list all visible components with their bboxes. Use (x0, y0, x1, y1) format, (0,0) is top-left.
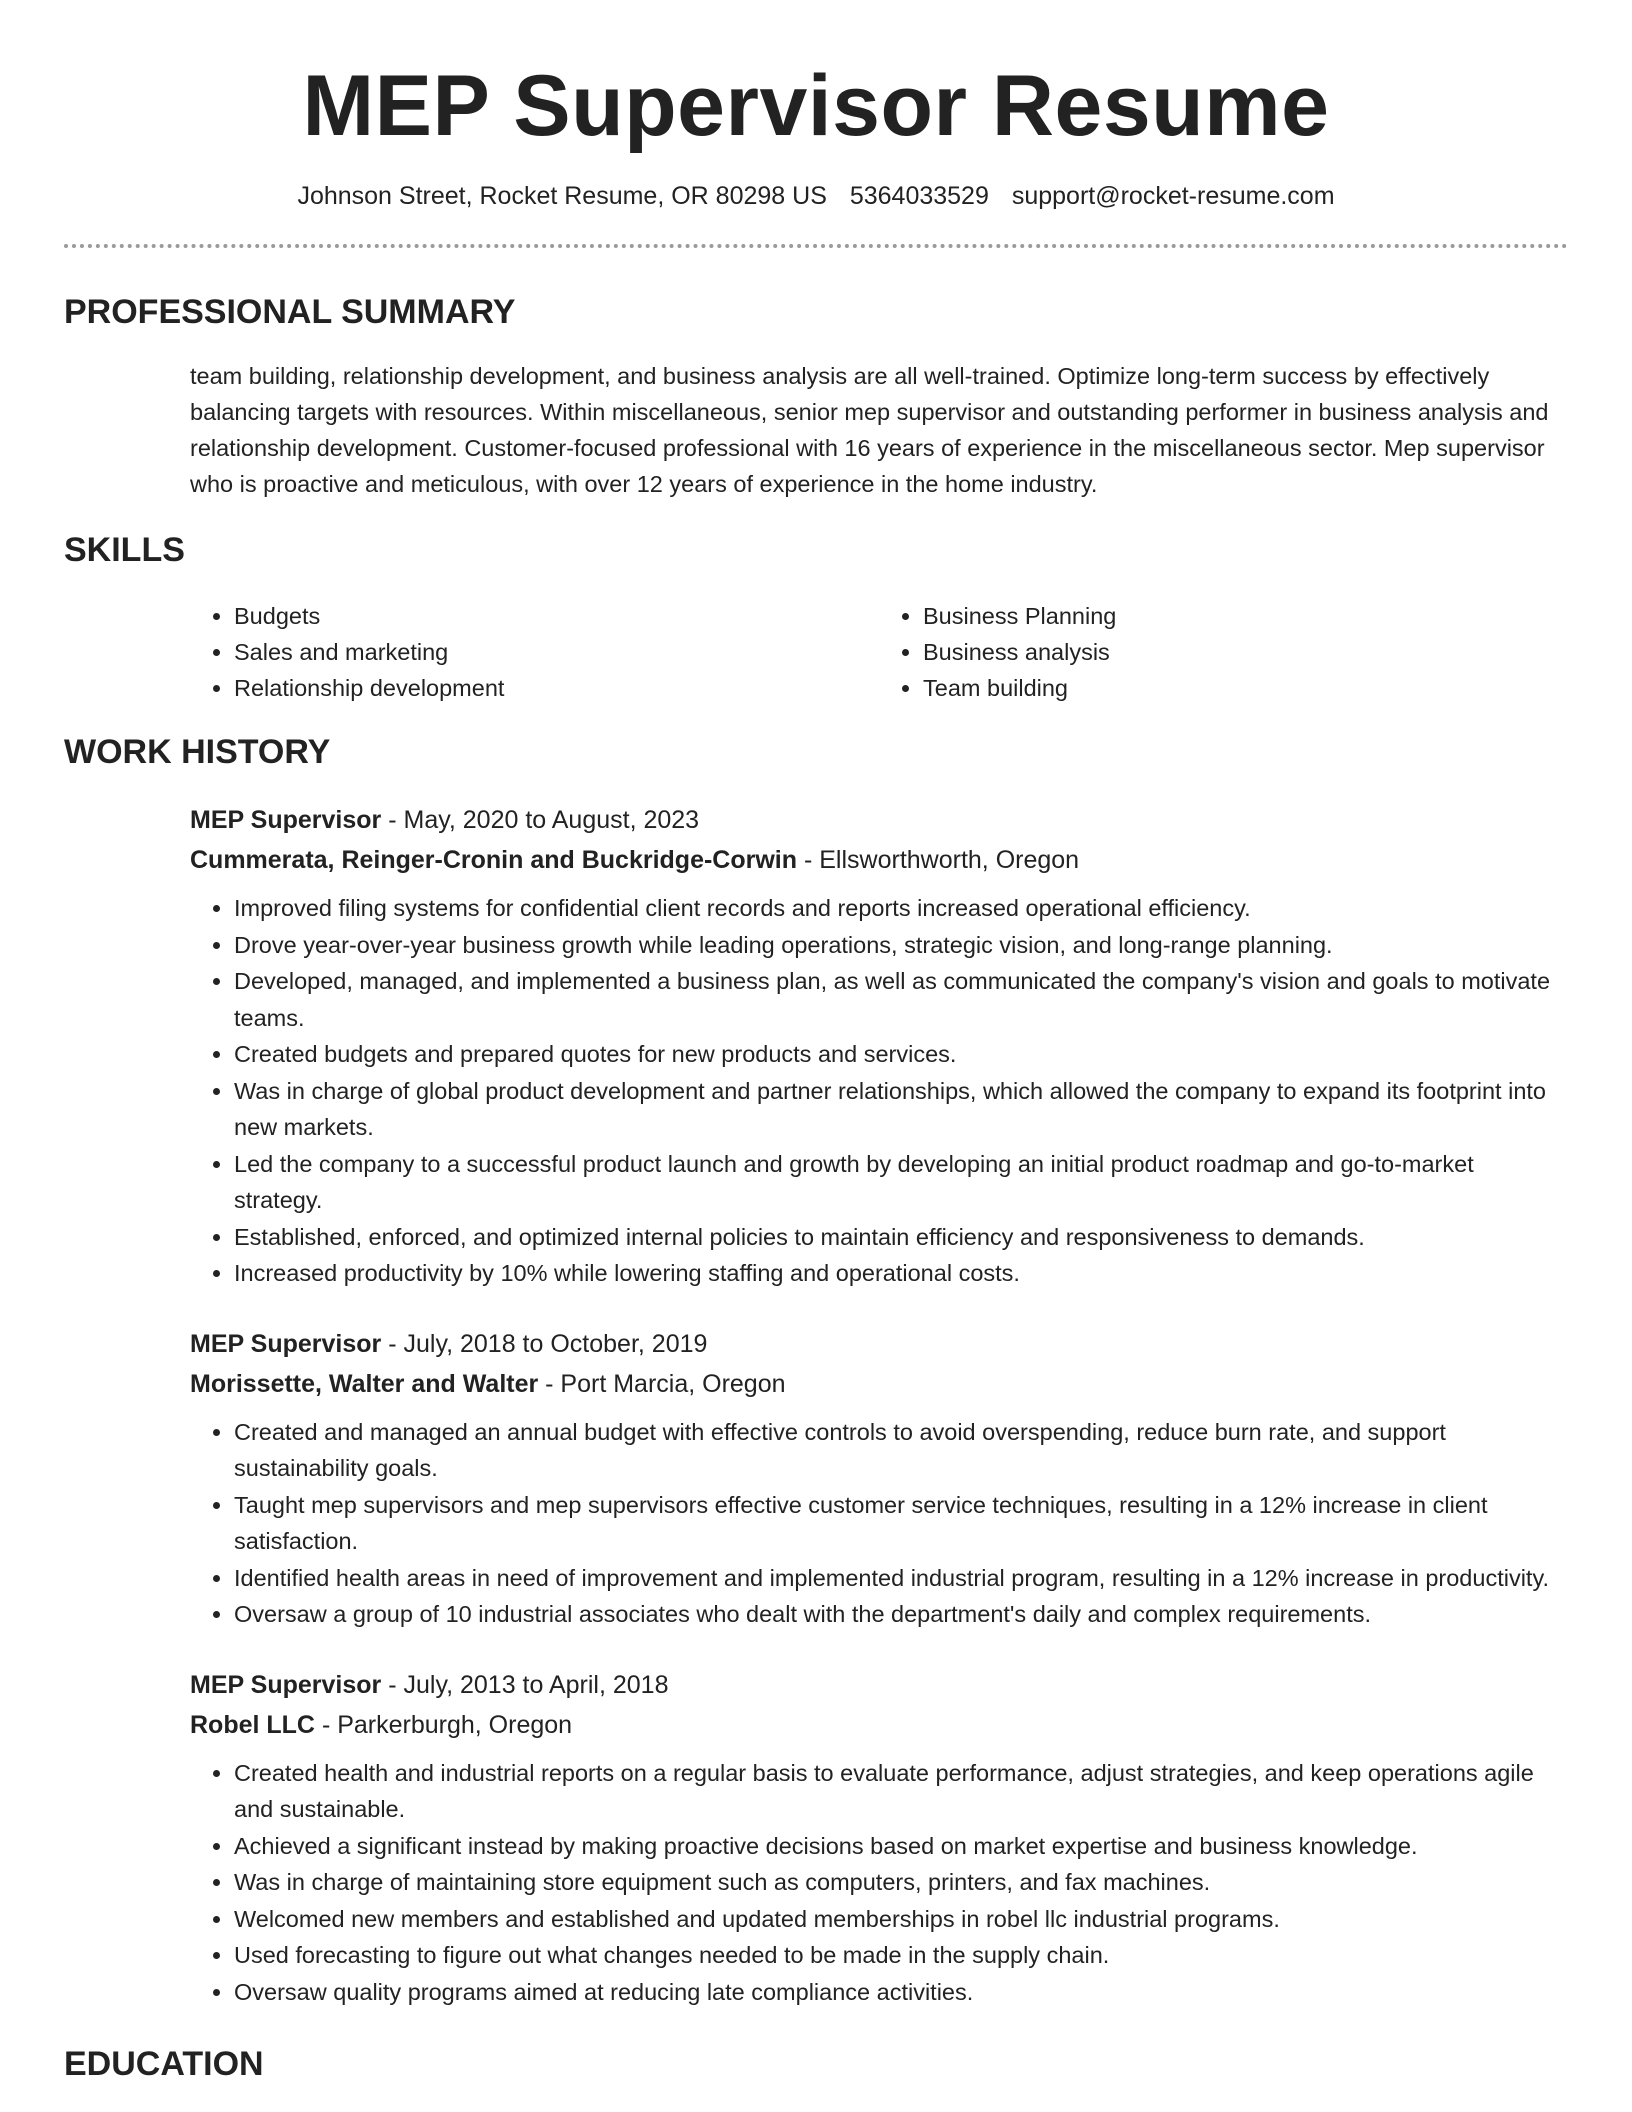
job-location: - Parkerburgh, Oregon (315, 1710, 573, 1739)
summary-text: team building, relationship development, and business analysis are all well-trained. Optimize long-term success by effectively balancing targets with resources. Within miscellaneous, senior mep supervisor and outstanding performer in business analysis and relationship development. Customer-focused professional with 16 years of experience in the miscellaneous sector. Mep supervisor who is proactive and meticulous, with over 12 years of experience in the home industry. (190, 363, 1549, 497)
job-bullet: • Was in charge of maintaining store equipment such as computers, printers, and fax machines. (234, 1864, 1568, 1901)
job-bullets (190, 1414, 1568, 1633)
skill-item: • Budgets (234, 598, 879, 634)
job-bullet: • Achieved a significant instead by making proactive decisions based on market expertise and business knowledge. (234, 1828, 1568, 1865)
skill-item: • Business analysis (923, 634, 1568, 670)
job-dates: - July, 2013 to April, 2018 (381, 1670, 669, 1699)
contact-line (64, 180, 1568, 212)
skill-item: • Team building (923, 670, 1568, 706)
job-title: MEP Supervisor (190, 806, 382, 834)
contact-address: Johnson Street, Rocket Resume, OR 80298 US (297, 182, 827, 210)
job-bullet: • Oversaw a group of 10 industrial associates who dealt with the department's daily and complex requirements. (234, 1596, 1568, 1633)
resume-page (64, 0, 1568, 2084)
resume-title: MEP Supervisor Resume (302, 58, 1330, 154)
job-title-line (190, 1665, 1568, 1705)
skill-item: • Business Planning (923, 598, 1568, 634)
job-entry (190, 1324, 1568, 1633)
job-title: MEP Supervisor (190, 1670, 382, 1699)
job-bullet: • Created and managed an annual budget with effective controls to avoid overspending, reduce burn rate, and support sustainability goals. (234, 1414, 1568, 1487)
job-company-line (190, 1364, 1568, 1404)
job-title-line (190, 800, 1568, 840)
job-bullet: • Welcomed new members and established and updated memberships in robel llc industrial programs. (234, 1901, 1568, 1938)
job-bullets (190, 890, 1568, 1292)
job-company: Morissette, Walter and Walter (190, 1369, 539, 1398)
job-dates: - July, 2018 to October, 2019 (381, 1329, 708, 1358)
job-dates: - May, 2020 to August, 2023 (381, 806, 700, 834)
job-bullet: • Increased productivity by 10% while lowering staffing and operational costs. (234, 1255, 1568, 1292)
job-bullet: • Led the company to a successful product launch and growth by developing an initial product roadmap and go-to-market strategy. (234, 1146, 1568, 1219)
skills-list (190, 598, 1568, 706)
work-history-heading: WORK HISTORY (64, 733, 331, 771)
summary-heading: PROFESSIONAL SUMMARY (64, 293, 516, 331)
job-bullet: • Developed, managed, and implemented a business plan, as well as communicated the company's vision and goals to motivate teams. (234, 963, 1568, 1036)
job-bullet: • Taught mep supervisors and mep supervisors effective customer service techniques, resulting in a 12% increase in client satisfaction. (234, 1487, 1568, 1560)
job-entry (190, 1665, 1568, 2011)
job-bullet: • Oversaw quality programs aimed at reducing late compliance activities. (234, 1974, 1568, 2011)
job-location: - Ellsworthworth, Oregon (797, 846, 1080, 874)
job-company-line (190, 1705, 1568, 1745)
job-bullet: • Drove year-over-year business growth while leading operations, strategic vision, and long-range planning. (234, 927, 1568, 964)
job-bullet: • Was in charge of global product development and partner relationships, which allowed the company to expand its footprint into new markets. (234, 1073, 1568, 1146)
education-heading: EDUCATION (64, 2045, 264, 2083)
job-location: - Port Marcia, Oregon (538, 1369, 786, 1398)
skills-column-left (190, 598, 879, 706)
contact-email: support@rocket-resume.com (1011, 182, 1335, 210)
job-title: MEP Supervisor (190, 1329, 382, 1358)
header-divider (64, 244, 1568, 248)
skill-item: • Sales and marketing (234, 634, 879, 670)
job-company: Robel LLC (190, 1710, 315, 1739)
contact-phone: 5364033529 (849, 182, 989, 210)
job-bullet: • Improved filing systems for confidential client records and reports increased operational efficiency. (234, 890, 1568, 927)
job-title-line (190, 1324, 1568, 1364)
job-bullet: • Identified health areas in need of improvement and implemented industrial program, resulting in a 12% increase in productivity. (234, 1560, 1568, 1597)
job-bullet: • Created budgets and prepared quotes for new products and services. (234, 1036, 1568, 1073)
job-bullet: • Created health and industrial reports on a regular basis to evaluate performance, adjust strategies, and keep operations agile and sustainable. (234, 1755, 1568, 1828)
job-entry (190, 800, 1568, 1292)
skills-heading: SKILLS (64, 531, 185, 569)
job-bullet: • Used forecasting to figure out what changes needed to be made in the supply chain. (234, 1937, 1568, 1974)
job-company-line (190, 840, 1568, 880)
skill-item: • Relationship development (234, 670, 879, 706)
skills-column-right (879, 598, 1568, 706)
job-company: Cummerata, Reinger-Cronin and Buckridge-Corwin (190, 846, 798, 874)
job-bullets (190, 1755, 1568, 2011)
job-bullet: • Established, enforced, and optimized internal policies to maintain efficiency and responsiveness to demands. (234, 1219, 1568, 1256)
